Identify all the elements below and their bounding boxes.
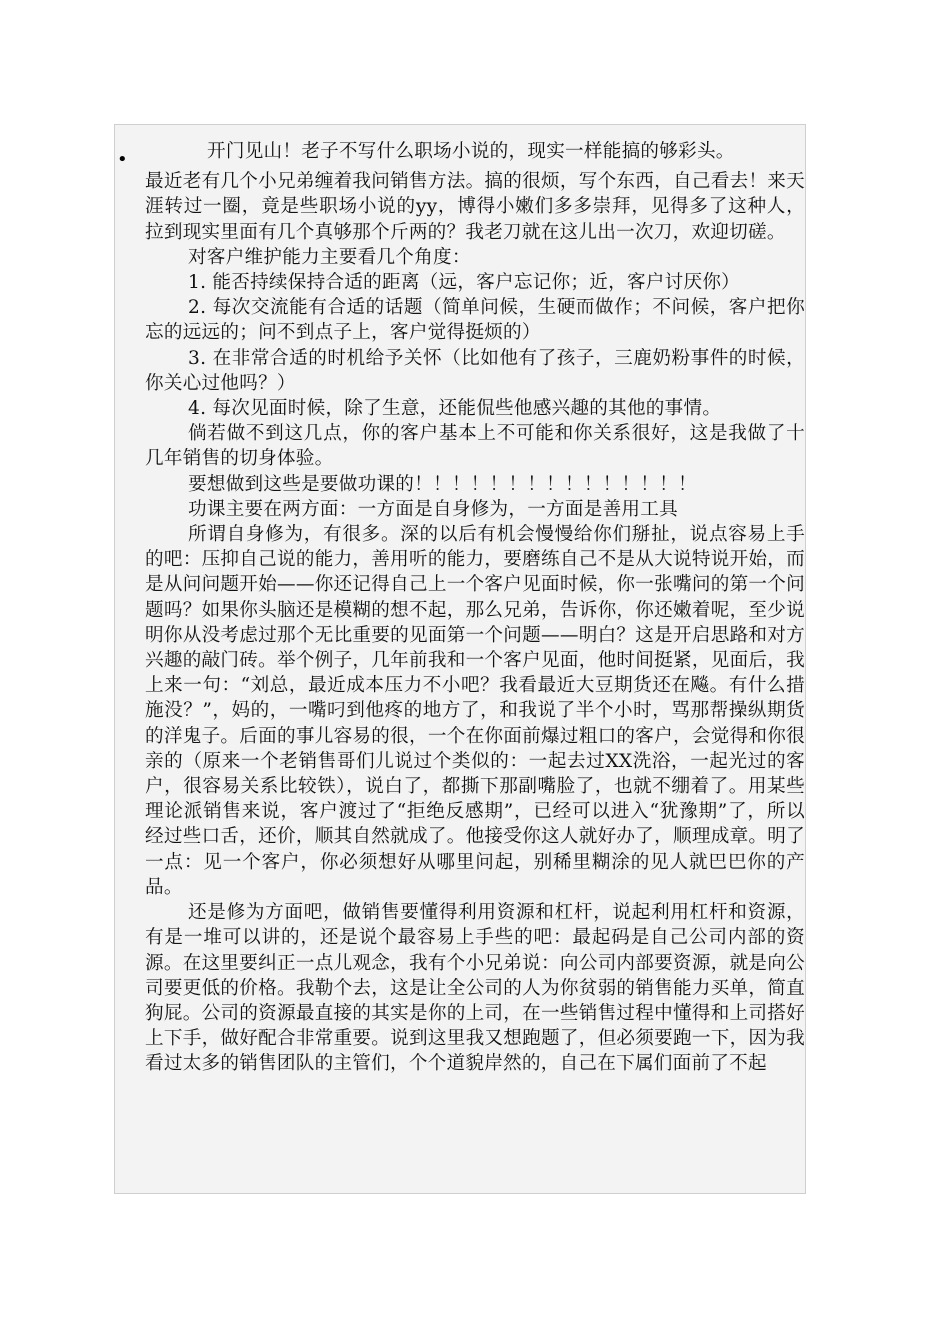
list-item-interests: 4. 每次见面时候，除了生意，还能侃些他感兴趣的其他的事情。 bbox=[188, 398, 722, 420]
paragraph-experience: 倘若做不到这几点，你的客户基本上不可能和你关系很好，这是我做了十几年销售的切身体验。 bbox=[145, 423, 805, 470]
list-item-topics: 2. 每次交流能有合适的话题（简单问候，生硬而做作；不问候，客户把你忘的远远的；问不到点子上，客户觉得挺烦的） bbox=[145, 297, 805, 344]
list-item-distance: 1. 能否持续保持合适的距离（远，客户忘记你；近，客户讨厌你） bbox=[188, 272, 741, 294]
paragraph-two-aspects: 功课主要在两方面：一方面是自身修为，一方面是善用工具 bbox=[188, 498, 678, 520]
paragraph-homework: 要想做到这些是要做功课的！！！！！！！！！！！！！！！ bbox=[188, 473, 697, 495]
list-item-care: 3. 在非常合适的时机给予关怀（比如他有了孩子，三鹿奶粉事件的时候，你关心过他吗？） bbox=[145, 347, 805, 394]
paragraph-opening: 开门见山！老子不写什么职场小说的，现实一样能搞的够彩头。 bbox=[207, 141, 735, 162]
paragraph-intro: 最近老有几个小兄弟缠着我问销售方法。搞的很烦，写个东西，自己看去！来天涯转过一圈，竟是些职场小说的yy，博得小嫩们多多崇拜，见得多了这种人，拉到现实里面有几个真够那个斤两的？我老刀就在这儿出一次刀，欢迎切磋。 bbox=[145, 171, 805, 243]
paragraph-resources: 还是修为方面吧，做销售要懂得利用资源和杠杆，说起利用杠杆和资源，有是一堆可以讲的，还是说个最容易上手些的吧：最起码是自己公司内部的资源。在这里要纠正一点儿观念，我有个小兄弟说：向公司内部要资源，就是向公司要更低的价格。我勒个去，这是让全公司的人为你贫弱的销售能力买单，简直狗屁。公司的资源最直接的其实是你的上司，在一些销售过程中懂得和上司搭好上下手，做好配合非常重要。说到这里我又想跑题了，但必须要跑一下，因为我看过太多的销售团队的主管们，个个道貌岸然的，自己在下属们面前了不起 bbox=[145, 902, 805, 1075]
document-panel bbox=[114, 124, 806, 1194]
bullet-marker: • bbox=[117, 149, 128, 170]
paragraph-maintenance-heading: 对客户维护能力主要看几个角度： bbox=[188, 246, 471, 268]
paragraph-self-cultivation: 所谓自身修为，有很多。深的以后有机会慢慢给你们掰扯，说点容易上手的吧：压抑自己说的能力，善用听的能力，要磨练自己不是从大说特说开始，而是从问问题开始——你还记得自己上一个客户见面时候，你一张嘴问的第一个问题吗？如果你头脑还是模糊的想不起，那么兄弟，告诉你，你还嫩着呢，至少说明你从没考虑过那个无比重要的见面第一个问题——明白？这是开启思路和对方兴趣的敲门砖。举个例子，几年前我和一个客户见面，他时间挺紧，见面后，我上来一句：“刘总，最近成本压力不小吧？我看最近大豆期货还在飚。有什么措施没？”，妈的，一嘴叼到他疼的地方了，和我说了半个小时，骂那帮操纵期货的洋鬼子。后面的事儿容易的很，一个在你面前爆过粗口的客户，会觉得和你很亲的（原来一个老销售哥们儿说过个类似的：一起去过XX洗浴，一起光过的客户，很容易关系比较铁），说白了，都撕下那副嘴脸了，也就不绷着了。用某些理论派销售来说，客户渡过了“拒绝反感期”，已经可以进入“犹豫期”了，所以经过些口舌，还价，顺其自然就成了。他接受你这人就好办了，顺理成章。明了一点：见一个客户，你必须想好从哪里问起，别稀里糊涂的见人就巴巴你的产品。 bbox=[145, 524, 805, 898]
article-body bbox=[145, 139, 805, 1077]
